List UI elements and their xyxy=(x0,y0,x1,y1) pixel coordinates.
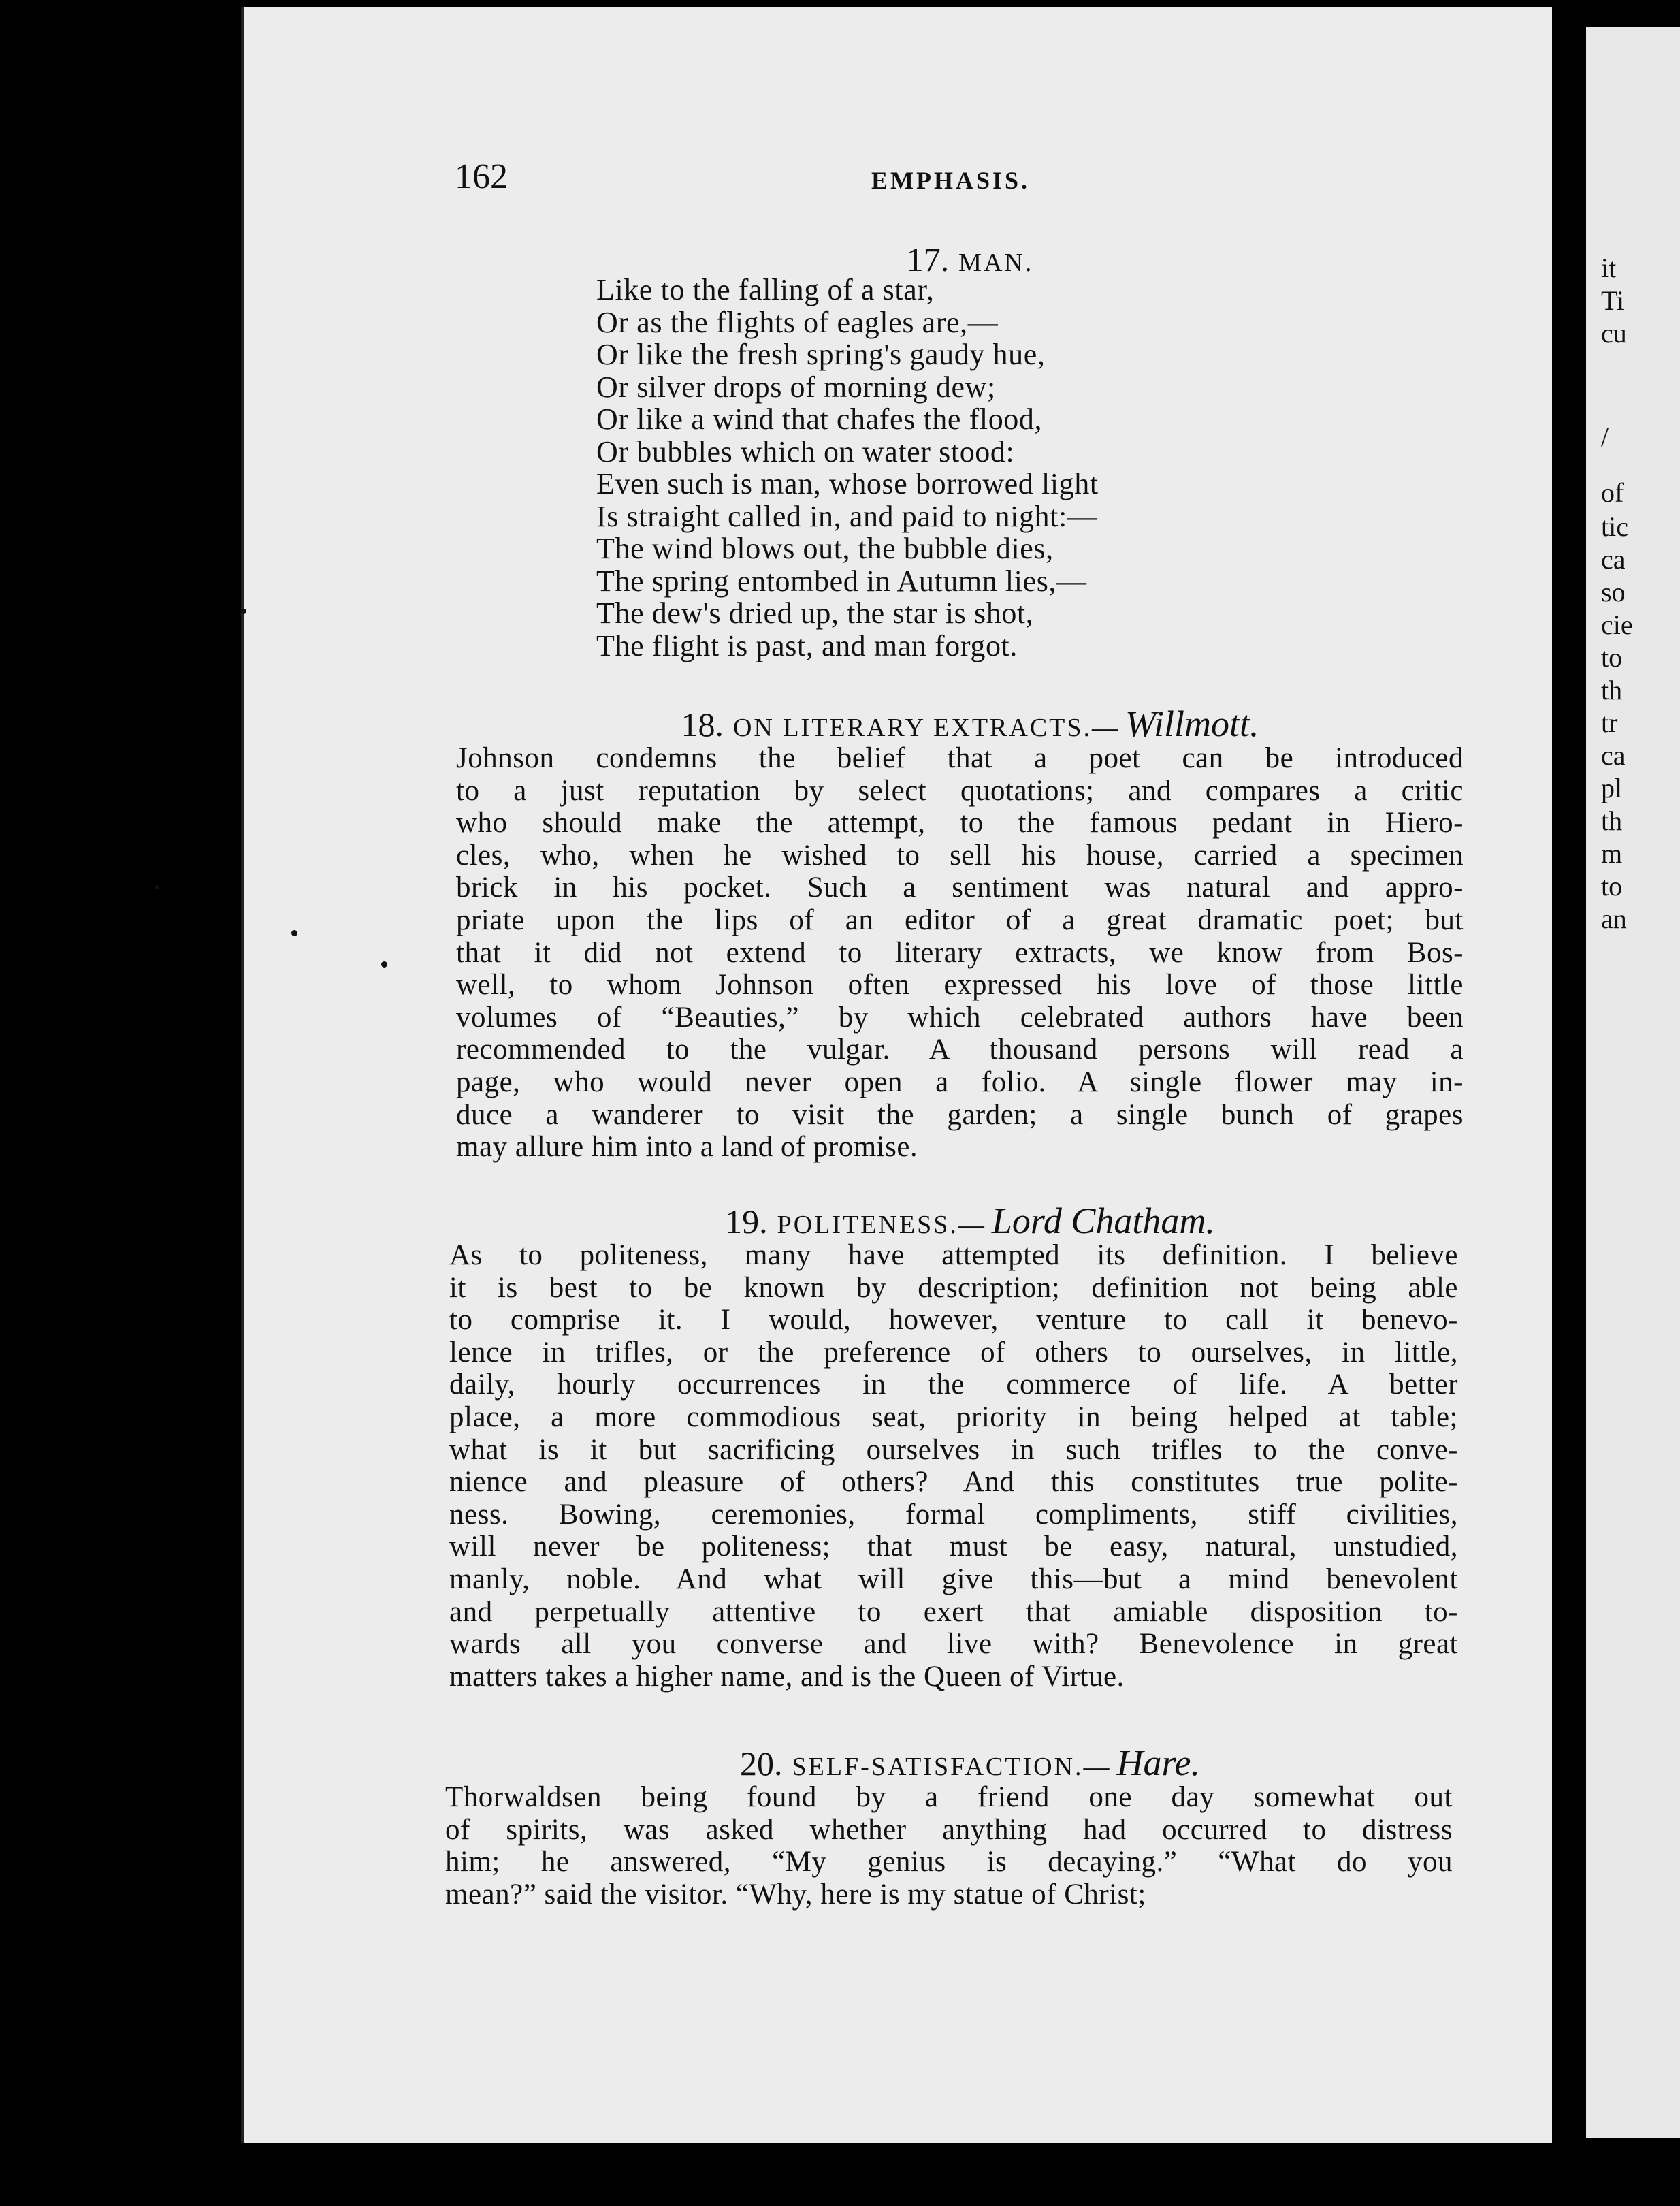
text-line: to comprise it. I would, however, venture to call it benevo- xyxy=(449,1304,1458,1337)
facing-fragment: th xyxy=(1601,675,1623,705)
text-line: lence in trifles, or the preference of others to ourselves, in little, xyxy=(449,1336,1458,1369)
facing-fragment: th xyxy=(1601,805,1623,836)
text-line: place, a more commodious seat, priority in being helped at table; xyxy=(449,1401,1458,1433)
section-body xyxy=(445,1781,1453,1911)
text-line: cles, who, when he wished to sell his house, carried a specimen xyxy=(456,839,1464,872)
text-line: recommended to the vulgar. A thousand persons will read a xyxy=(456,1034,1464,1066)
section-author: Hare. xyxy=(1116,1742,1201,1783)
facing-fragment: ca xyxy=(1601,544,1626,575)
text-line: that it did not extend to literary extracts, we know from Bos- xyxy=(456,936,1464,969)
scan-speck xyxy=(381,961,387,968)
text-line: duce a wanderer to visit the garden; a single bunch of grapes xyxy=(456,1098,1464,1131)
running-title: EMPHASIS. xyxy=(871,167,1031,194)
text-line: will never be politeness; that must be easy, natural, unstudied, xyxy=(449,1531,1458,1563)
poem-line: Or like a wind that chafes the flood, xyxy=(596,402,1043,436)
text-line: who should make the attempt, to the famous pedant in Hiero- xyxy=(456,807,1464,840)
text-line: brick in his pocket. Such a sentiment was natural and appro- xyxy=(456,872,1464,904)
section-title: SELF-SATISFACTION.— xyxy=(792,1753,1112,1781)
section-number: 20. xyxy=(739,1744,783,1783)
page-number: 162 xyxy=(455,157,508,196)
poem-line: Or as the flights of eagles are,— xyxy=(596,305,999,339)
facing-fragment: of xyxy=(1601,477,1624,508)
scan-speck xyxy=(241,609,246,614)
poem-line: Is straight called in, and paid to night:— xyxy=(596,499,1098,533)
poem-line: Or silver drops of morning dew; xyxy=(596,370,996,404)
facing-fragment: tic xyxy=(1601,511,1628,542)
section-title: MAN. xyxy=(958,249,1034,277)
text-line: Thorwaldsen being found by a friend one day somewhat out xyxy=(445,1781,1453,1813)
text-line: Johnson condemns the belief that a poet can be introduced xyxy=(456,742,1464,774)
poem-line: The flight is past, and man forgot. xyxy=(596,628,1018,662)
running-head xyxy=(455,157,1476,197)
section-author: Lord Chatham. xyxy=(991,1200,1215,1241)
text-line: what is it but sacrificing ourselves in such trifles to the conve- xyxy=(449,1433,1458,1466)
scan-speck xyxy=(155,885,159,889)
scan-speck xyxy=(291,930,297,936)
poem xyxy=(596,274,1277,662)
facing-fragment: ca xyxy=(1601,740,1626,771)
text-line: to a just reputation by select quotations; and compares a critic xyxy=(456,774,1464,807)
poem-line: The wind blows out, the bubble dies, xyxy=(596,532,1054,565)
facing-fragment: it xyxy=(1601,253,1617,283)
facing-fragment: pl xyxy=(1601,773,1623,803)
facing-page xyxy=(1586,27,1680,2138)
facing-fragment: / xyxy=(1601,421,1609,452)
section-title: ON LITERARY EXTRACTS.— xyxy=(732,714,1120,742)
facing-fragment: cu xyxy=(1601,318,1627,349)
text-line: well, to whom Johnson often expressed his love of those little xyxy=(456,969,1464,1002)
text-line: and perpetually attentive to exert that amiable disposition to- xyxy=(449,1595,1458,1628)
poem-line: The dew's dried up, the star is shot, xyxy=(596,596,1034,630)
facing-fragment: so xyxy=(1601,577,1626,607)
text-line: wards all you converse and live with? Benevolence in great xyxy=(449,1628,1458,1661)
section-heading xyxy=(476,1742,1464,1784)
text-line: him; he answered, “My genius is decaying.” “What do you xyxy=(445,1846,1453,1879)
text-line: ness. Bowing, ceremonies, formal compliments, stiff civilities, xyxy=(449,1498,1458,1531)
text-line: volumes of “Beauties,” by which celebrated authors have been xyxy=(456,1001,1464,1034)
poem-line: Even such is man, whose borrowed light xyxy=(596,467,1099,500)
facing-fragment: an xyxy=(1601,904,1627,934)
text-line: may allure him into a land of promise. xyxy=(456,1131,918,1164)
text-line: priate upon the lips of an editor of a great dramatic poet; but xyxy=(456,904,1464,936)
text-line: As to politeness, many have attempted its definition. I believe xyxy=(449,1239,1458,1271)
section-number: 17. xyxy=(906,240,950,278)
poem-line: Or bubbles which on water stood: xyxy=(596,434,1015,468)
poem-line: Like to the falling of a star, xyxy=(596,273,935,306)
text-line: manly, noble. And what will give this—but a mind benevolent xyxy=(449,1563,1458,1595)
facing-fragment: cie xyxy=(1601,609,1633,640)
page-gutter xyxy=(1552,0,1586,2206)
section-heading xyxy=(476,703,1464,745)
section-title: POLITENESS.— xyxy=(777,1211,986,1239)
poem-line: The spring entombed in Autumn lies,— xyxy=(596,564,1087,598)
text-line: nience and pleasure of others? And this constitutes true polite- xyxy=(449,1466,1458,1499)
text-line: matters takes a higher name, and is the Queen of Virtue. xyxy=(449,1660,1125,1693)
section-number: 19. xyxy=(725,1202,768,1241)
text-line: mean?” said the visitor. “Why, here is my statue of Christ; xyxy=(445,1878,1146,1911)
section-number: 18. xyxy=(681,705,724,744)
poem-line: Or like the fresh spring's gaudy hue, xyxy=(596,338,1046,371)
text-line: of spirits, was asked whether anything had occurred to distress xyxy=(445,1813,1453,1846)
section-author: Willmott. xyxy=(1125,703,1259,744)
facing-fragment: tr xyxy=(1601,707,1618,738)
facing-fragment: to xyxy=(1601,642,1623,673)
facing-fragment: to xyxy=(1601,871,1623,901)
text-line: it is best to be known by description; definition not being able xyxy=(449,1271,1458,1304)
text-line: page, who would never open a folio. A single flower may in- xyxy=(456,1066,1464,1098)
section-heading xyxy=(476,1200,1464,1242)
section-body xyxy=(449,1239,1458,1693)
section-body xyxy=(456,742,1464,1164)
facing-fragment: Ti xyxy=(1601,285,1625,316)
text-line: daily, hourly occurrences in the commerce of life. A better xyxy=(449,1369,1458,1401)
facing-fragment: m xyxy=(1601,838,1623,869)
